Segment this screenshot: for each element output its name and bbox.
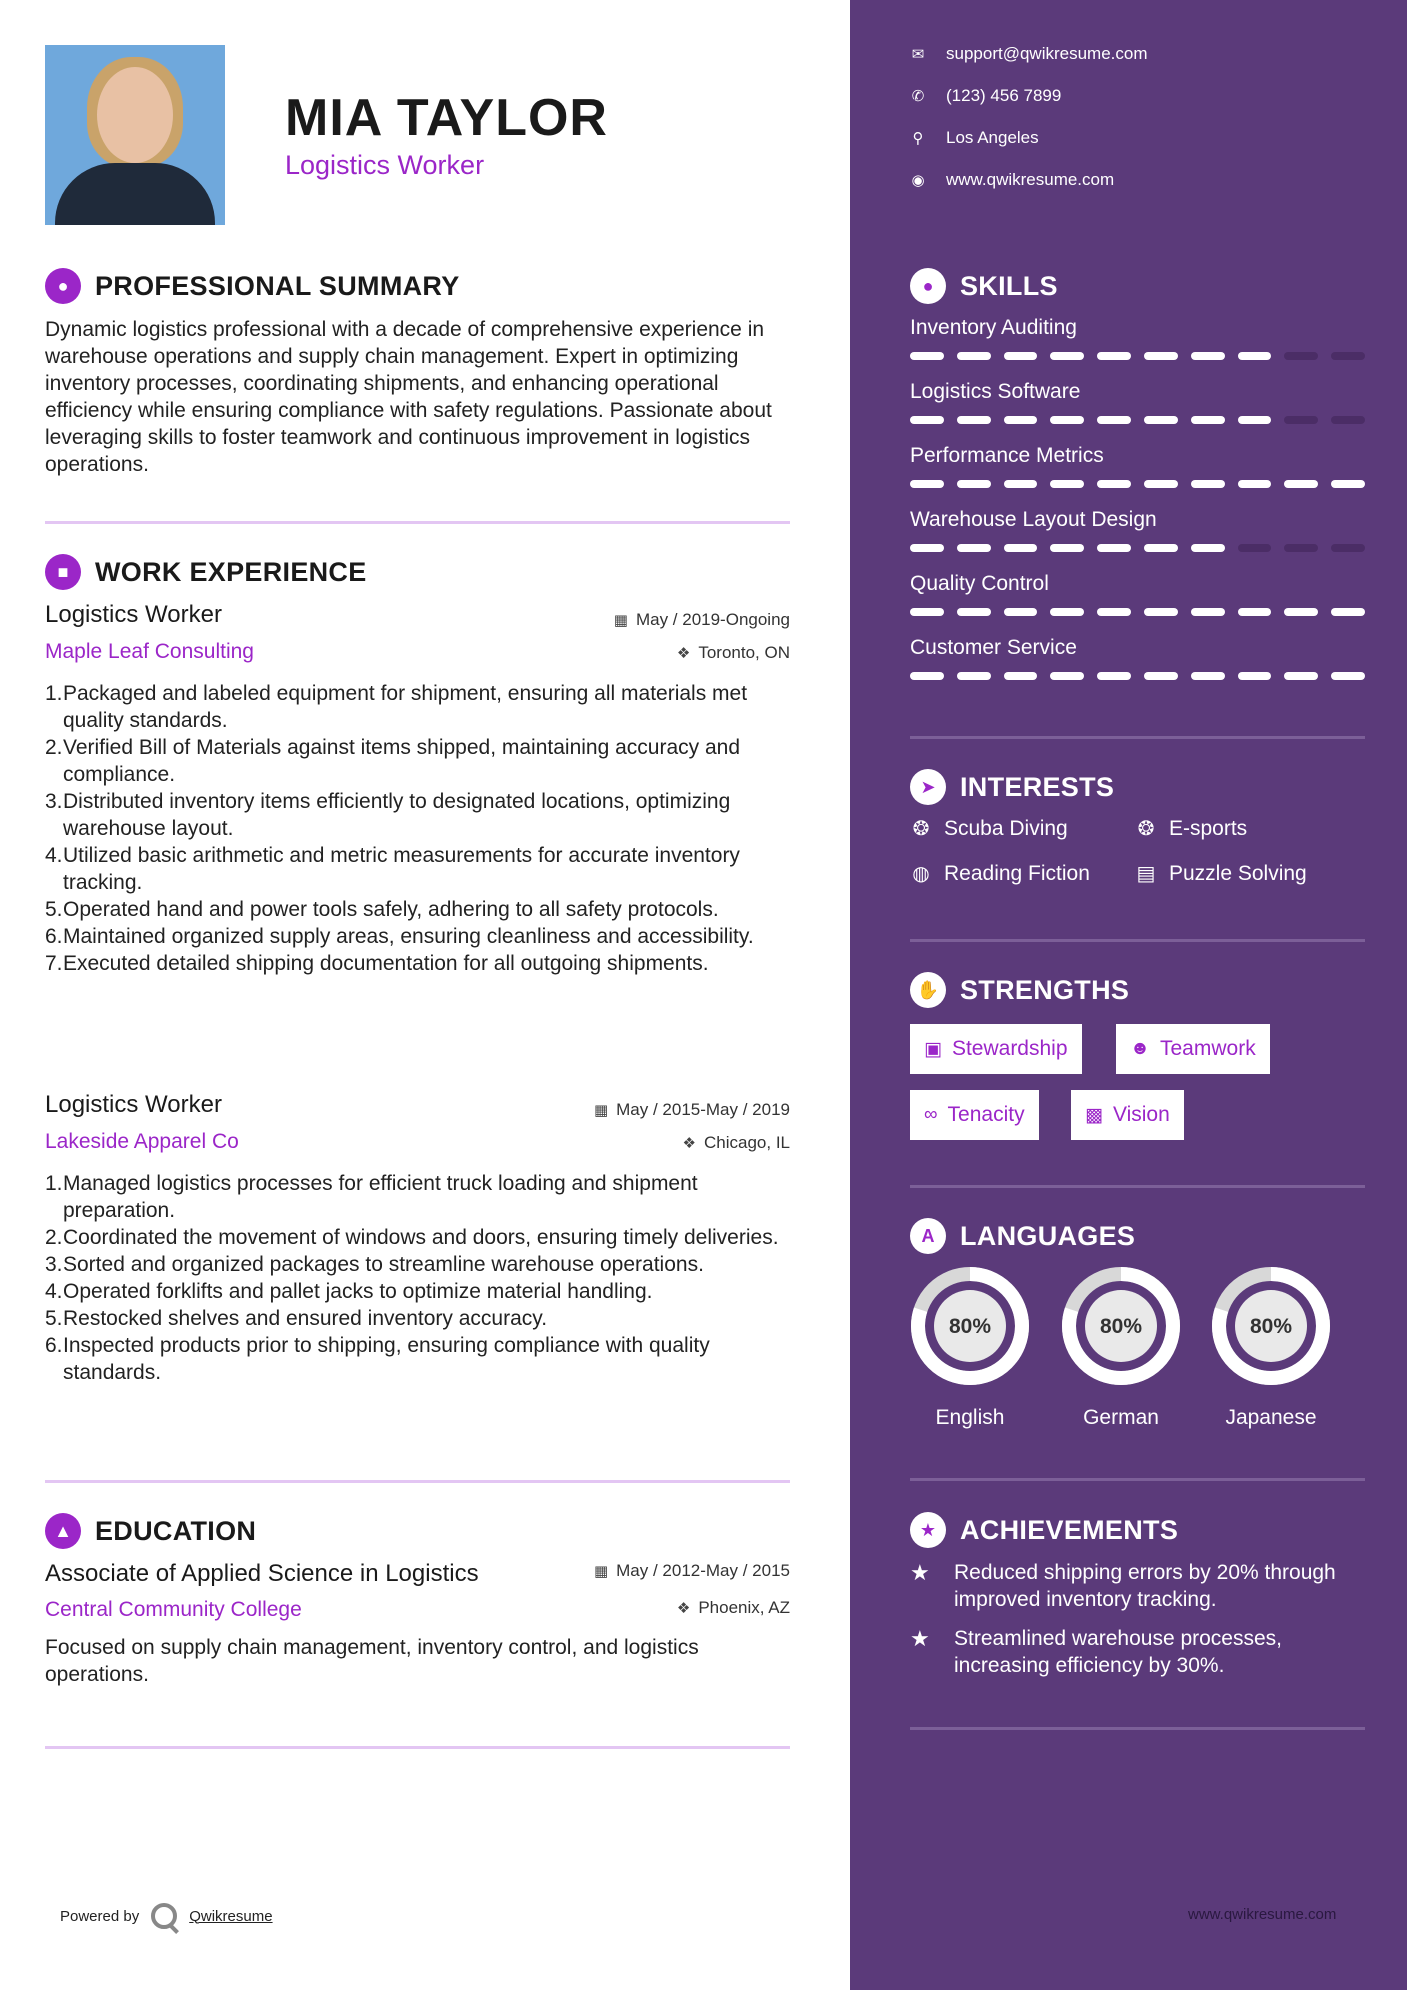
skill-level-bar [910,544,1365,552]
gamepad-icon: ◍ [912,863,930,885]
language-percent: 80% [1099,1315,1143,1338]
skill-segment [1191,416,1225,424]
skill-segment [1097,544,1131,552]
sidebar [850,0,1407,1990]
interests-title: INTERESTS [960,771,1115,802]
phone-icon: ✆ [911,88,925,105]
skill-name: Inventory Auditing [910,316,1077,339]
duty-item: 5. Operated hand and power tools safely, adhering to all safety protocols. [45,898,719,921]
skill-item [910,444,1365,488]
job-company: Maple Leaf Consulting [45,640,254,663]
duty-item: 1. Packaged and labeled equipment for shipment, ensuring all materials met quality standards. [45,682,748,732]
duty-item: 4. Utilized basic arithmetic and metric measurements for accurate inventory tracking. [45,844,740,894]
strength-label: Stewardship [951,1037,1068,1060]
skill-segment [1191,544,1225,552]
education-location [677,1598,790,1618]
job-title: Logistics Worker [45,601,222,628]
interest-item [1135,816,1247,841]
calendar-icon: ▦ [593,1102,609,1119]
email-text[interactable]: support@qwikresume.com [946,44,1148,63]
skill-segment [1191,352,1225,360]
skill-segment [1284,480,1318,488]
education-heading [45,1513,256,1549]
interest-item [910,861,1090,886]
skill-segment [1191,608,1225,616]
skill-segment [910,416,944,424]
skill-segment [1238,352,1272,360]
skill-segment [1191,480,1225,488]
contact-website [910,170,1114,190]
skill-name: Customer Service [910,636,1077,659]
skill-segment [1097,480,1131,488]
divider [45,521,790,524]
skill-name: Performance Metrics [910,444,1104,467]
calendar-icon: ▦ [593,1563,609,1580]
skill-name: Logistics Software [910,380,1081,403]
contact-location [910,128,1039,148]
skill-segment [1331,352,1365,360]
skill-segment [1050,352,1084,360]
divider [45,1746,790,1749]
skill-segment [1004,416,1038,424]
brand-link[interactable]: Qwikresume [189,1907,273,1925]
graduation-cap-icon: ▲ [45,1513,81,1549]
language-item [908,1264,1032,1430]
paper-plane-icon: ➤ [910,769,946,805]
skill-segment [1097,416,1131,424]
shooting-star-icon: ★ [910,1560,930,1585]
skill-level-bar [910,416,1365,424]
phone-text: (123) 456 7899 [946,86,1062,105]
footer-url[interactable]: www.qwikresume.com [1188,1906,1337,1923]
envelope-icon: ✉ [911,46,925,63]
interest-label: E-sports [1169,816,1248,840]
skill-item [910,508,1365,552]
skill-segment [1050,608,1084,616]
job-location [677,643,790,663]
skill-segment [1331,672,1365,680]
skill-segment [1144,352,1178,360]
skill-level-bar [910,672,1365,680]
summary-title: PROFESSIONAL SUMMARY [95,270,460,301]
calendar-icon: ▦ [613,612,628,629]
achievements-heading [910,1512,1178,1548]
job-dates-text: May / 2019-Ongoing [635,610,790,629]
language-progress-ring [908,1264,1032,1388]
skill-segment [910,352,944,360]
skill-segment [1284,544,1318,552]
education-dates-text: May / 2012-May / 2015 [616,1561,790,1580]
job-duties-list [45,680,800,977]
language-item [1209,1264,1333,1430]
divider [910,1727,1365,1730]
experience-heading [45,554,367,590]
duty-item: 4. Operated forklifts and pallet jacks to optimize material handling. [45,1280,653,1303]
interests-heading [910,769,1114,805]
skill-segment [957,416,991,424]
translate-icon: A [910,1218,946,1254]
skill-name: Warehouse Layout Design [910,508,1157,531]
degree-title: Associate of Applied Science in Logistics [45,1560,479,1587]
strength-tag [910,1090,1039,1140]
education-dates [594,1561,790,1581]
duty-item: 6. Maintained organized supply areas, ensuring cleanliness and accessibility. [45,925,754,948]
divider [910,736,1365,739]
lifebuoy-icon: ❂ [912,818,930,840]
skill-level-bar [910,352,1365,360]
job-company: Lakeside Apparel Co [45,1130,239,1153]
skill-segment [1238,608,1272,616]
skills-heading [910,268,1058,304]
users-icon: ☻ [1130,1038,1150,1059]
candidate-role: Logistics Worker [285,150,485,180]
skill-segment [1238,416,1272,424]
skill-segment [957,608,991,616]
skill-segment [957,480,991,488]
skill-name: Quality Control [910,572,1049,595]
skill-segment [910,672,944,680]
powered-by [60,1903,273,1929]
divider [45,1480,790,1483]
skill-segment [1144,416,1178,424]
duty-item: 3. Distributed inventory items efficiently to designated locations, optimizing warehouse layout. [45,790,731,840]
skill-segment [1331,544,1365,552]
language-name: English [935,1406,1005,1429]
skill-segment [910,544,944,552]
education-description: Focused on supply chain management, inventory control, and logistics operations. [45,1636,699,1686]
lightbulb-icon: ● [910,268,946,304]
skills-title: SKILLS [960,270,1058,301]
binoculars-icon: ▩ [1085,1104,1103,1126]
fist-icon: ✋ [910,972,946,1008]
interest-label: Puzzle Solving [1169,861,1307,885]
skill-segment [1050,672,1084,680]
globe-icon: ◉ [911,172,925,189]
skill-segment [1284,672,1318,680]
pin-icon: ❖ [676,645,691,662]
summary-heading [45,268,460,304]
duty-item: 3. Sorted and organized packages to streamline warehouse operations. [45,1253,704,1276]
language-item [1059,1264,1183,1430]
summary-text: Dynamic logistics professional with a decade of comprehensive experience in warehouse operations and supply chain management. Expert in optimizing inventory processes, coordinating shipments, and enhancing operational efficiency while ensuring compliance with safety regulations. Passionate about leveraging skills to foster teamwork and continuous improvement in logistics operations. [45,318,772,476]
skill-item [910,316,1365,360]
language-name: Japanese [1225,1406,1317,1429]
strength-tag [1071,1090,1184,1140]
skill-segment [1331,608,1365,616]
job-duties-list [45,1170,800,1386]
book-icon: ▤ [1136,863,1156,885]
achievement-item [910,1625,1370,1679]
skill-segment [1284,608,1318,616]
job-dates [614,610,790,630]
language-progress-ring [1209,1264,1333,1388]
skill-segment [1004,608,1038,616]
language-progress-ring [1059,1264,1183,1388]
strengths-heading [910,972,1129,1008]
skill-segment [1050,416,1084,424]
interest-label: Scuba Diving [944,816,1068,840]
star-badge-icon: ★ [910,1512,946,1548]
chair-icon: ■ [45,554,81,590]
skill-segment [1238,544,1272,552]
education-location-text: Phoenix, AZ [698,1598,790,1617]
skill-segment [1331,416,1365,424]
qwikresume-logo-icon [151,1903,177,1929]
job-title: Logistics Worker [45,1091,222,1118]
strength-tag [1116,1024,1270,1074]
job-location [683,1133,790,1153]
duty-item: 6. Inspected products prior to shipping, ensuring compliance with quality standards. [45,1334,710,1384]
strength-label: Teamwork [1160,1037,1256,1060]
job-dates [594,1100,790,1120]
skill-segment [1004,544,1038,552]
user-icon: ● [45,268,81,304]
divider [910,1478,1365,1481]
achievement-item [910,1559,1370,1613]
skill-segment [1144,544,1178,552]
skill-segment [1004,352,1038,360]
job-dates-text: May / 2015-May / 2019 [616,1100,790,1119]
skill-item [910,572,1365,616]
language-percent: 80% [948,1315,992,1338]
achievements-title: ACHIEVEMENTS [960,1514,1179,1545]
interest-item [1135,861,1307,886]
skill-segment [1097,352,1131,360]
powered-by-label: Powered by [60,1907,140,1925]
skill-segment [1144,672,1178,680]
skill-segment [1284,352,1318,360]
skill-segment [910,480,944,488]
divider [910,1185,1365,1188]
duty-item: 2. Verified Bill of Materials against items shipped, maintaining accuracy and compliance. [45,736,741,786]
shooting-star-icon: ★ [910,1626,930,1651]
languages-heading [910,1218,1135,1254]
skill-segment [957,352,991,360]
duty-item: 7. Executed detailed shipping documentation for all outgoing shipments. [45,952,709,975]
skill-segment [1331,480,1365,488]
skill-segment [1191,672,1225,680]
skill-segment [1050,480,1084,488]
education-title: EDUCATION [95,1515,257,1546]
skill-segment [1144,608,1178,616]
skill-segment [957,544,991,552]
briefcase-icon: ▣ [924,1038,942,1060]
skill-segment [910,608,944,616]
skill-segment [1238,672,1272,680]
achievement-text: Reduced shipping errors by 20% through improved inventory tracking. [954,1561,1336,1611]
lifebuoy-icon: ❂ [1137,818,1155,840]
skill-segment [1097,672,1131,680]
strength-label: Tenacity [947,1103,1025,1126]
interest-label: Reading Fiction [944,861,1090,885]
website-text[interactable]: www.qwikresume.com [946,170,1115,189]
skill-segment [1004,672,1038,680]
interest-item [910,816,1068,841]
skill-item [910,380,1365,424]
location-text: Los Angeles [946,128,1039,147]
strengths-title: STRENGTHS [960,974,1130,1005]
experience-title: WORK EXPERIENCE [95,556,367,587]
candidate-name: MIA TAYLOR [285,89,608,147]
skill-segment [957,672,991,680]
skill-segment [1004,480,1038,488]
languages-title: LANGUAGES [960,1220,1136,1251]
duty-item: 1. Managed logistics processes for efficient truck loading and shipment preparation. [45,1172,698,1222]
map-pin-icon: ⚲ [912,130,924,147]
job-location-text: Chicago, IL [704,1133,790,1152]
contact-email [910,44,1148,64]
job-location-text: Toronto, ON [698,643,790,662]
pin-icon: ❖ [676,1600,691,1617]
skill-segment [1144,480,1178,488]
skill-item [910,636,1365,680]
duty-item: 2. Coordinated the movement of windows and doors, ensuring timely deliveries. [45,1226,779,1249]
contact-phone [910,86,1061,106]
link-icon: ∞ [924,1104,938,1125]
skill-level-bar [910,480,1365,488]
achievement-text: Streamlined warehouse processes, increasing efficiency by 30%. [954,1627,1283,1677]
skill-segment [1238,480,1272,488]
pin-icon: ❖ [682,1135,696,1152]
strength-tag [910,1024,1082,1074]
skill-segment [1097,608,1131,616]
profile-photo [45,45,225,225]
language-percent: 80% [1249,1315,1293,1338]
strength-label: Vision [1112,1103,1170,1126]
skill-level-bar [910,608,1365,616]
skill-segment [1284,416,1318,424]
divider [910,939,1365,942]
language-name: German [1083,1406,1159,1429]
school-name: Central Community College [45,1598,302,1621]
duty-item: 5. Restocked shelves and ensured inventory accuracy. [45,1307,548,1330]
skill-segment [1050,544,1084,552]
